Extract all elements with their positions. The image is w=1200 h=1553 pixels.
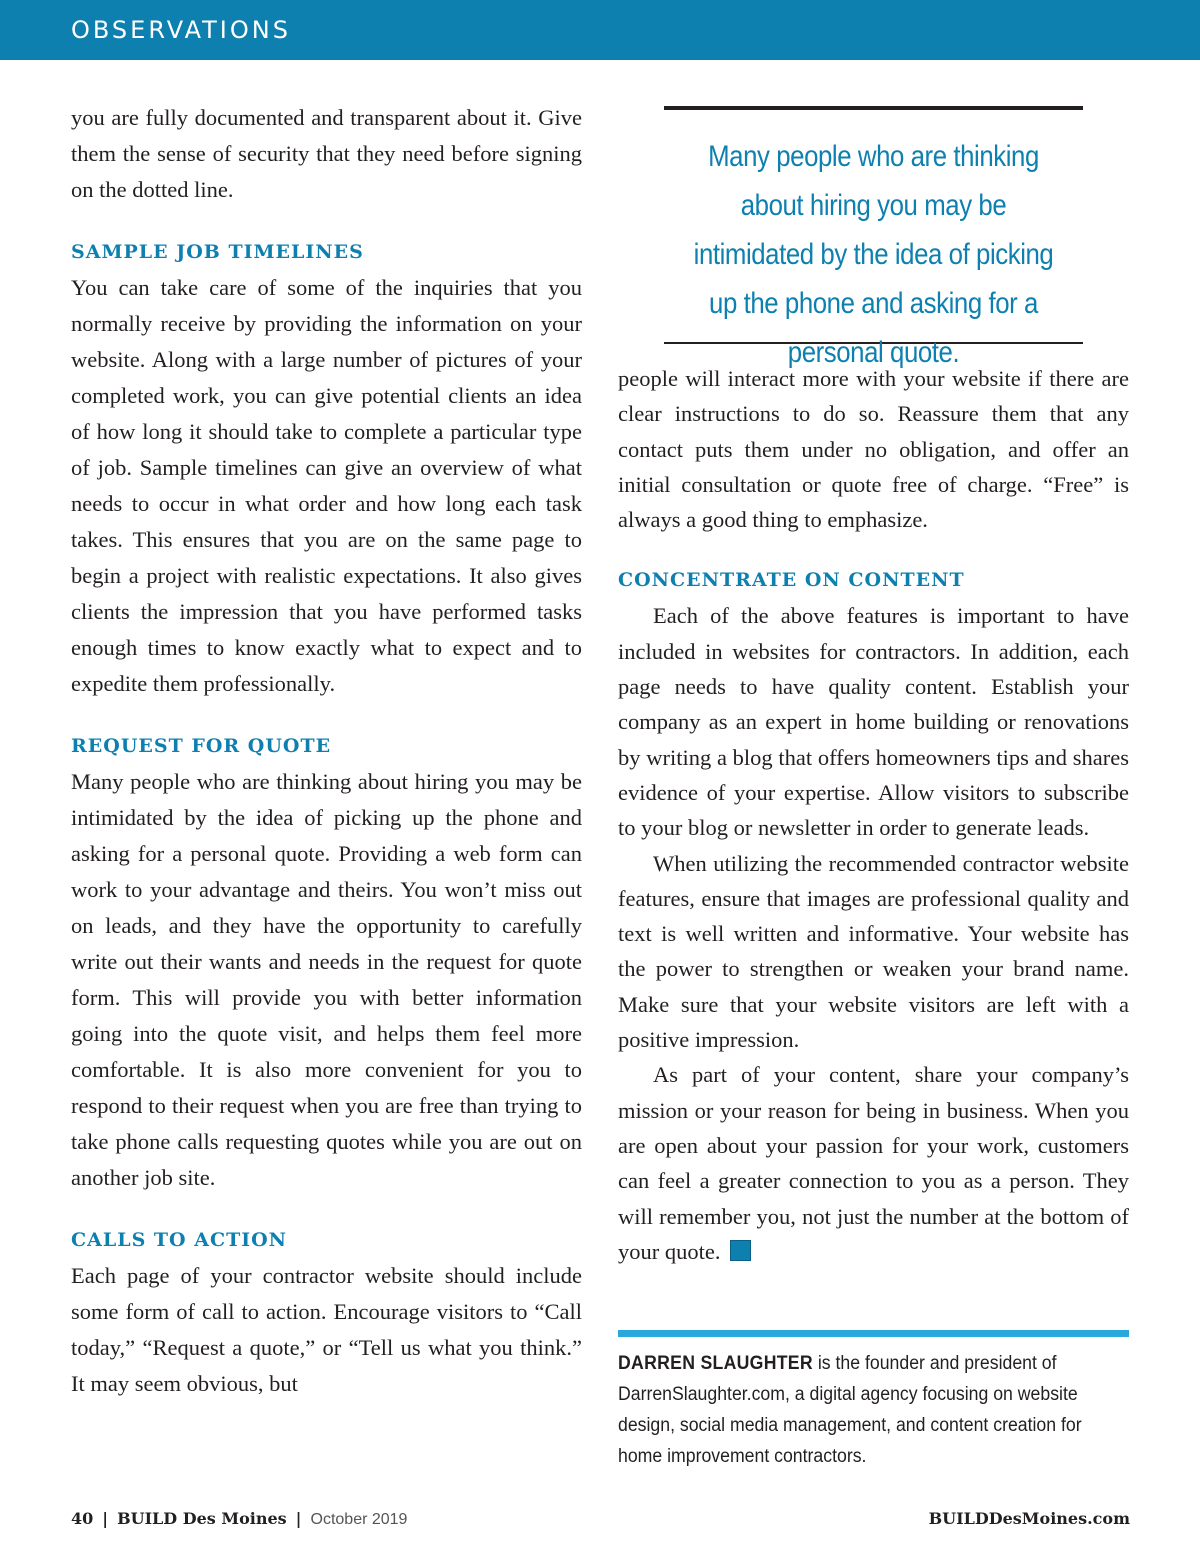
content-paragraph-2: When utilizing the recommended contractor website features, ensure that images are professional quality and text is well written and informative. Your website has the power to strengthen or weaken your brand name. Make sure that your website visitors are left with a positive impression. bbox=[618, 850, 1129, 1053]
heading-concentrate-on-content: CONCENTRATE ON CONTENT bbox=[618, 569, 965, 592]
publication-name: BUILD Des Moines bbox=[117, 1509, 287, 1528]
footer-folio bbox=[71, 1508, 407, 1531]
left-column bbox=[71, 100, 582, 1402]
issue-date: October 2019 bbox=[310, 1511, 408, 1528]
pull-quote-text: Many people who are thinking about hiring you may be intimidated by the idea of picking up the phone and asking for a personal quote. bbox=[693, 140, 1054, 369]
footer-website: BUILDDesMoines.com bbox=[928, 1509, 1130, 1528]
section-title: OBSERVATIONS bbox=[71, 16, 291, 44]
author-bio bbox=[618, 1348, 1097, 1472]
bio-divider bbox=[618, 1330, 1129, 1337]
footer-separator-2: | bbox=[295, 1509, 302, 1528]
section-header-bar bbox=[0, 0, 1200, 60]
right-column bbox=[618, 361, 1129, 1269]
body-sample-job-timelines: You can take care of some of the inquiries that you normally receive by providing the information on your website. Along with a large number of pictures of your completed work, you can give potential clients an idea of how long it should take to complete a particular type of job. Sample timelines can give an overview of what needs to occur in what order and how long each task takes. This ensures that you are on the same page to begin a project with realistic expectations. It also gives clients the impression that you have performed tasks enough times to know exactly what to expect and to expedite them professionally. bbox=[71, 275, 582, 696]
content-paragraph-1: Each of the above features is important to have included in websites for contractors. In addition, each page needs to have quality content. Establish your company as an expert in home building or renovations by writing a blog that offers homeowners tips and shares evidence of your expertise. Allow visitors to subscribe to your blog or newsletter in order to generate leads. bbox=[618, 603, 1129, 841]
page-number: 40 bbox=[71, 1509, 94, 1528]
author-bio-text: is the founder and president of DarrenSlaughter.com, a digital agency focusing on website design, social media management, and content creation for home improvement contractors. bbox=[618, 1353, 1082, 1467]
author-name: DARREN SLAUGHTER bbox=[618, 1353, 813, 1374]
heading-sample-job-timelines: SAMPLE JOB TIMELINES bbox=[71, 241, 364, 263]
continuation-paragraph: people will interact more with your website if there are clear instructions to do so. Reassure them that any contact puts them under no obligation, and offer an initial consultation or quote free of charge. “Free” is always a good thing to emphasize. bbox=[618, 366, 1129, 533]
footer-separator: | bbox=[102, 1509, 109, 1528]
intro-paragraph: you are fully documented and transparent about it. Give them the sense of security that they need before signing on the dotted line. bbox=[71, 105, 582, 202]
pull-quote bbox=[664, 106, 1083, 369]
heading-calls-to-action: CALLS TO ACTION bbox=[71, 1229, 288, 1251]
end-mark-icon: B bbox=[730, 1240, 751, 1261]
body-calls-to-action: Each page of your contractor website should include some form of call to action. Encourage visitors to “Call today,” “Request a quote,” or “Tell us what you think.” It may seem obvious, but bbox=[71, 1263, 582, 1396]
heading-request-for-quote: REQUEST FOR QUOTE bbox=[71, 735, 332, 757]
content-paragraph-3-text: As part of your content, share your company’s mission or your reason for being in business. When you are open about your passion for your work, customers can feel a greater connection to you as a person. They will remember you, not just the number at the bottom of your quote. bbox=[618, 1062, 1129, 1264]
body-request-for-quote: Many people who are thinking about hiring you may be intimidated by the idea of picking up the phone and asking for a personal quote. Providing a web form can work to your advantage and theirs. You won’t miss out on leads, and they have the opportunity to carefully write out their wants and needs in the request for quote form. This will provide you with better information going into the quote visit, and helps them feel more comfortable. It is also more convenient for you to respond to their request when you are free than trying to take phone calls requesting quotes while you are out on another job site. bbox=[71, 769, 582, 1190]
content-paragraph-3 bbox=[618, 1057, 1129, 1269]
